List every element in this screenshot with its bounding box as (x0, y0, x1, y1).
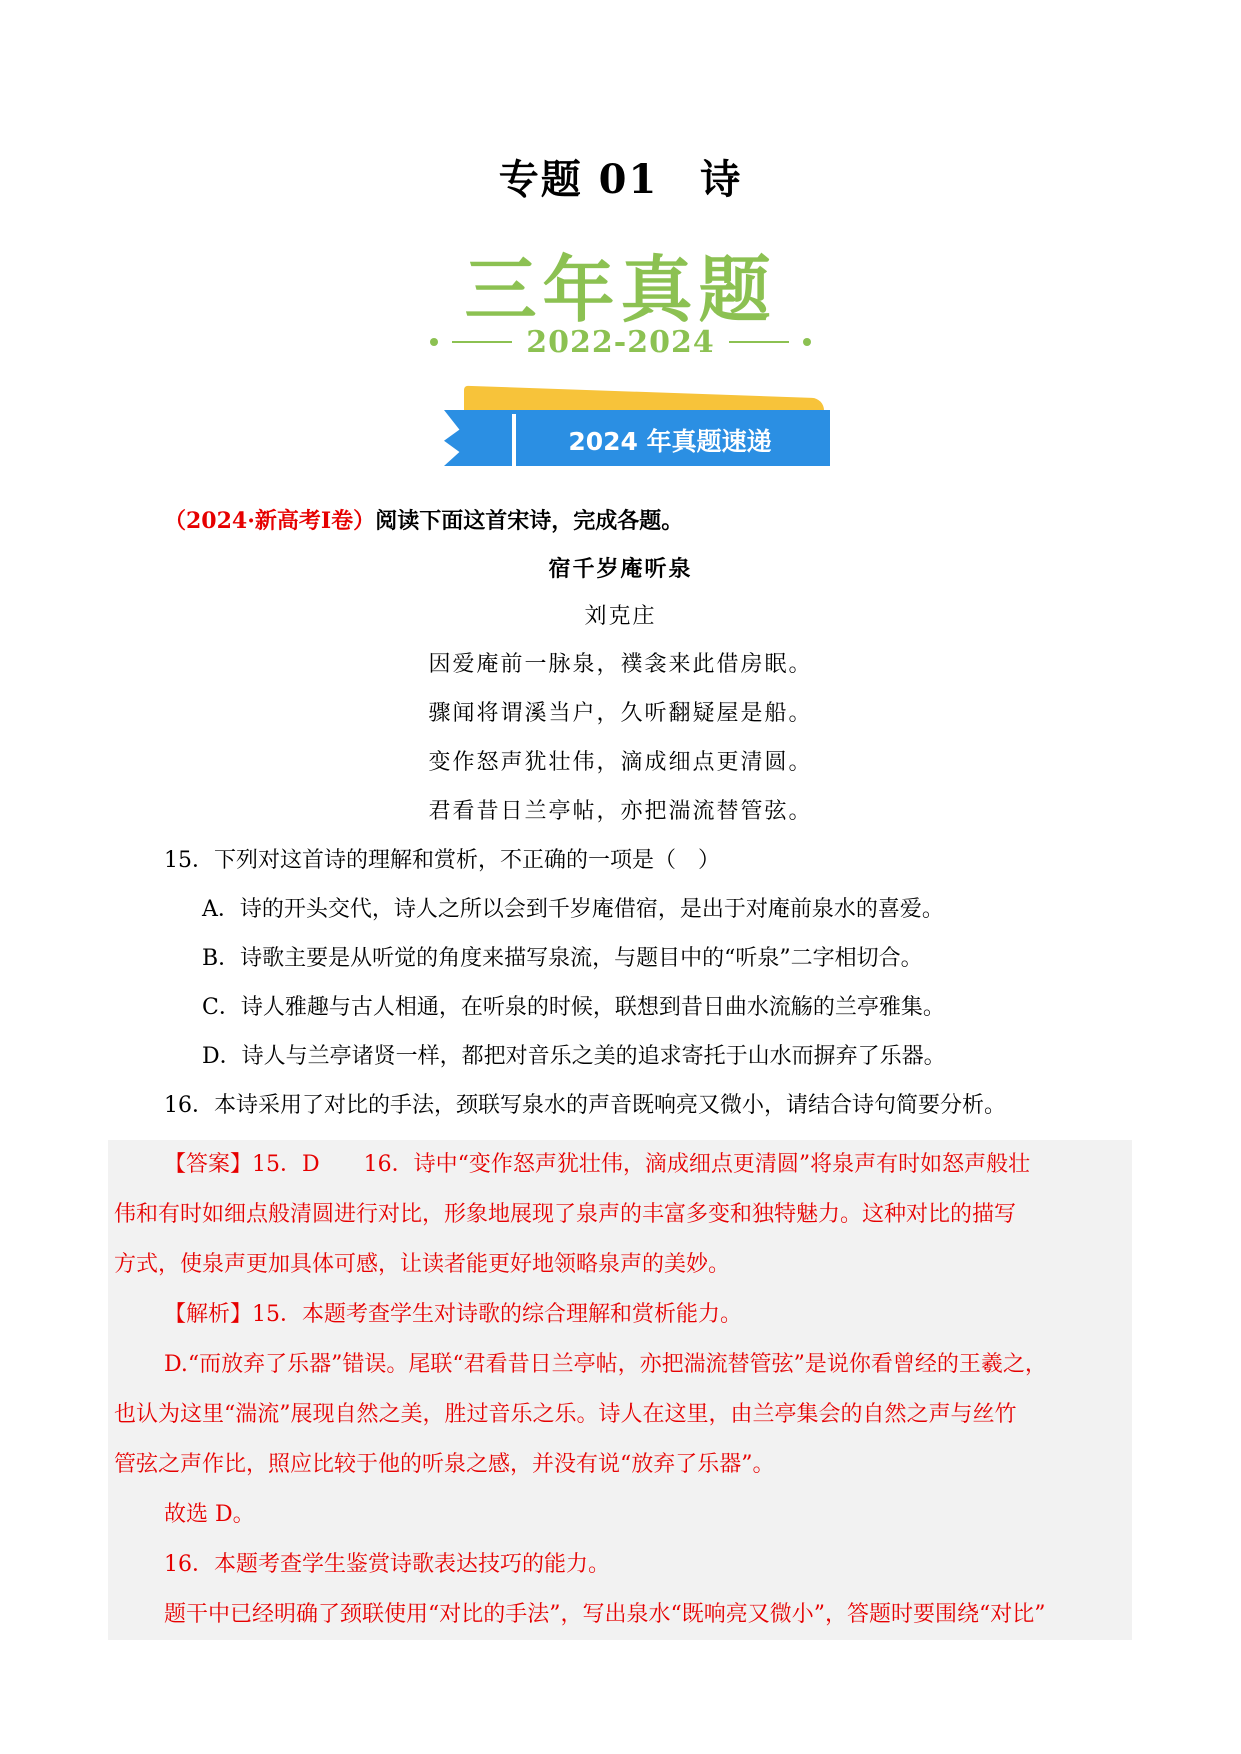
poem-line: 因爱庵前一脉泉，襆衾来此借房眠。 (428, 652, 813, 677)
q15-stem: 15．下列对这首诗的理解和赏析，不正确的一项是（ ） (164, 848, 720, 873)
analysis-line: D.“而放弃了乐器”错误。尾联“君看昔日兰亭帖，亦把湍流替管弦”是说你看曾经的王羲之， (164, 1352, 1047, 1377)
year-range-row (0, 324, 1241, 360)
question-prompt: 阅读下面这首宋诗，完成各题。 (375, 508, 684, 534)
banner-title: 三年真题 (464, 248, 777, 332)
poem-title: 宿千岁庵听泉 (548, 556, 693, 582)
answer-line: 伟和有时如细点般清圆进行对比，形象地展现了泉声的丰富多变和独特魅力。这种对比的描写 (114, 1202, 1017, 1227)
poem-line: 变作怒声犹壮伟，滴成细点更清圆。 (428, 750, 813, 775)
section-badge-label: 2024 年真题速递 (520, 416, 820, 464)
analysis-line: 故选 D。 (164, 1502, 255, 1527)
question-source: （2024·新高考Ⅰ卷） (164, 508, 376, 534)
decor-dot-left (430, 338, 438, 346)
q15-option-a: A．诗的开头交代，诗人之所以会到千岁庵借宿，是出于对庵前泉水的喜爱。 (202, 897, 944, 922)
q16-stem: 16．本诗采用了对比的手法，颈联写泉水的声音既响亮又微小，请结合诗句简要分析。 (164, 1093, 1006, 1118)
answer-line: 方式，使泉声更加具体可感，让读者能更好地领略泉声的美妙。 (114, 1252, 731, 1277)
page-title: 专题 01 诗 (498, 156, 743, 203)
analysis-line: 也认为这里“湍流”展现自然之美，胜过音乐之乐。诗人在这里，由兰亭集会的自然之声与丝竹 (114, 1402, 1017, 1427)
q15-option-b: B．诗歌主要是从听觉的角度来描写泉流，与题目中的“听泉”二字相切合。 (202, 946, 923, 971)
question-intro (164, 506, 683, 536)
poem-line: 骤闻将谓溪当户，久听翻疑屋是船。 (428, 701, 813, 726)
analysis-line: 【解析】15．本题考查学生对诗歌的综合理解和赏析能力。 (164, 1302, 742, 1327)
q15-option-d: D．诗人与兰亭诸贤一样，都把对音乐之美的追求寄托于山水而摒弃了乐器。 (202, 1044, 946, 1069)
decor-dot-right (803, 338, 811, 346)
year-range: 2022-2024 (526, 324, 715, 360)
decor-line-left (452, 341, 512, 343)
poem-line: 君看昔日兰亭帖，亦把湍流替管弦。 (428, 799, 813, 824)
analysis-line: 题干中已经明确了颈联使用“对比的手法”，写出泉水“既响亮又微小”，答题时要围绕“对比” (164, 1602, 1046, 1627)
poem-author: 刘克庄 (584, 604, 657, 629)
decor-line-right (729, 341, 789, 343)
badge-divider (512, 414, 516, 466)
q15-option-c: C．诗人雅趣与古人相通，在听泉的时候，联想到昔日曲水流觞的兰亭雅集。 (202, 995, 945, 1020)
section-badge (444, 392, 830, 476)
analysis-line: 管弦之声作比，照应比较于他的听泉之感，并没有说“放弃了乐器”。 (114, 1452, 775, 1477)
analysis-line: 16．本题考查学生鉴赏诗歌表达技巧的能力。 (164, 1552, 610, 1577)
answer-line: 【答案】15．D 16．诗中“变作怒声犹壮伟，滴成细点更清圆”将泉声有时如怒声般壮 (164, 1152, 1031, 1177)
